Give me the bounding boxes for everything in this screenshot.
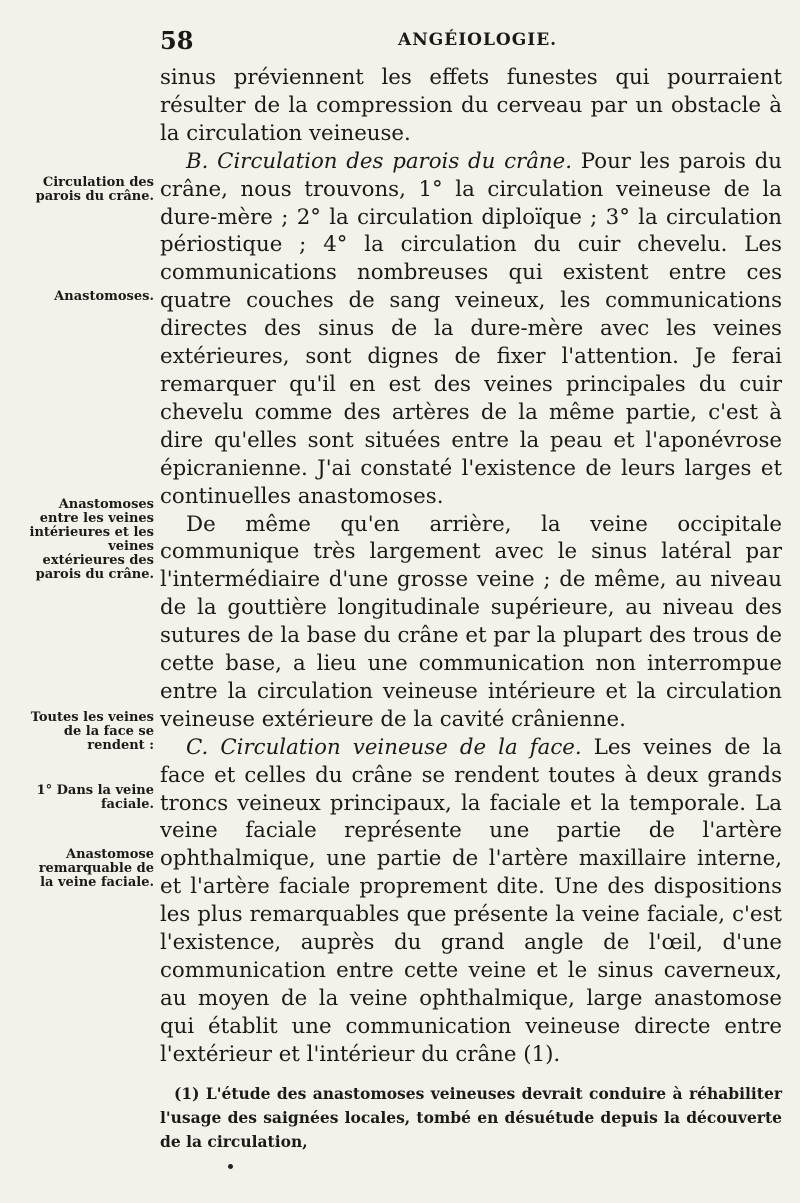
margin-note-veine-faciale: 1° Dans la veine faciale. bbox=[36, 783, 154, 812]
margin-note-anastomoses: Anastomoses. bbox=[54, 289, 154, 304]
margin-note-veines-face: Toutes les veines de la face se rendent : bbox=[30, 710, 154, 753]
paragraph-3: De même qu'en arrière, la veine occipitale communique très largement avec le sinus latéral par l'intermédiaire d'une grosse veine ; de même, au niveau de la gouttière longitudinale supérieure, au niveau des sutures de la base du crâne et par la plupart des trous de cette base, a lieu une communication non interrompue entre la circulation veineuse intérieure et la circulation veineuse extérieure de la cavité crânienne. bbox=[160, 511, 782, 732]
margin-note-anastomoses-veines: Anastomoses entre les veines intérieures et les veines extérieures des parois du crâne. bbox=[29, 497, 154, 582]
page-number: 58 bbox=[160, 26, 194, 55]
footnote-text: (1) L'étude des anastomoses veineuses devrait conduire à réhabiliter l'usage des saignées locales, tombé en désuétude depuis la découverte de la circulation, bbox=[160, 1084, 782, 1151]
footnote bbox=[160, 1082, 782, 1154]
section-heading-c: C. Circulation veineuse de la face. bbox=[186, 734, 582, 760]
paragraph-2-text: Pour les parois du crâne, nous trouvons, 1° la circulation veineuse de la dure-mère ; 2° la circulation diploïque ; 3° la circulation périostique ; 4° la circulation du cuir chevelu. Les communications nombreuses qui existent entre ces quatre couches de sang veineux, les communications directes des sinus de la dure-mère avec les veines extérieures, sont dignes de fixer l'attention. Je ferai remarquer qu'il en est des veines principales du cuir chevelu comme des artères de la même partie, c'est à dire qu'elles sont situées entre la peau et l'aponévrose épicranienne. J'ai constaté l'existence de leurs larges et continuelles anastomoses. bbox=[160, 148, 782, 509]
print-mark bbox=[228, 1164, 233, 1169]
margin-note-circulation-parois: Circulation des parois du crâne. bbox=[35, 175, 154, 204]
section-heading-b: B. Circulation des parois du crâne. bbox=[186, 148, 573, 174]
paragraph-4 bbox=[160, 734, 782, 1069]
paragraph-1: sinus préviennent les effets funestes qui pourraient résulter de la compression du cerveau par un obstacle à la circulation veineuse. bbox=[160, 65, 782, 146]
paragraph-2 bbox=[160, 148, 782, 511]
paragraph-4-text: Les veines de la face et celles du crâne se rendent toutes à deux grands troncs veineux principaux, la faciale et la temporale. La veine faciale représente une partie de l'artère ophthalmique, une partie de l'artère maxillaire interne, et l'artère faciale proprement dite. Une des dispositions les plus remarquables que présente la veine faciale, c'est l'existence, auprès du grand angle de l'œil, d'une communication entre cette veine et le sinus caverneux, au moyen de la veine ophthalmique, large anastomose qui établit une communication veineuse directe entre l'extérieur et l'intérieur du crâne (1). bbox=[160, 734, 782, 1067]
running-head: ANGÉIOLOGIE. bbox=[398, 30, 558, 50]
margin-note-anastomose-remarquable: Anastomose remarquable de la veine faciale. bbox=[38, 847, 154, 890]
body-text bbox=[160, 64, 782, 1069]
page-header bbox=[0, 20, 800, 56]
